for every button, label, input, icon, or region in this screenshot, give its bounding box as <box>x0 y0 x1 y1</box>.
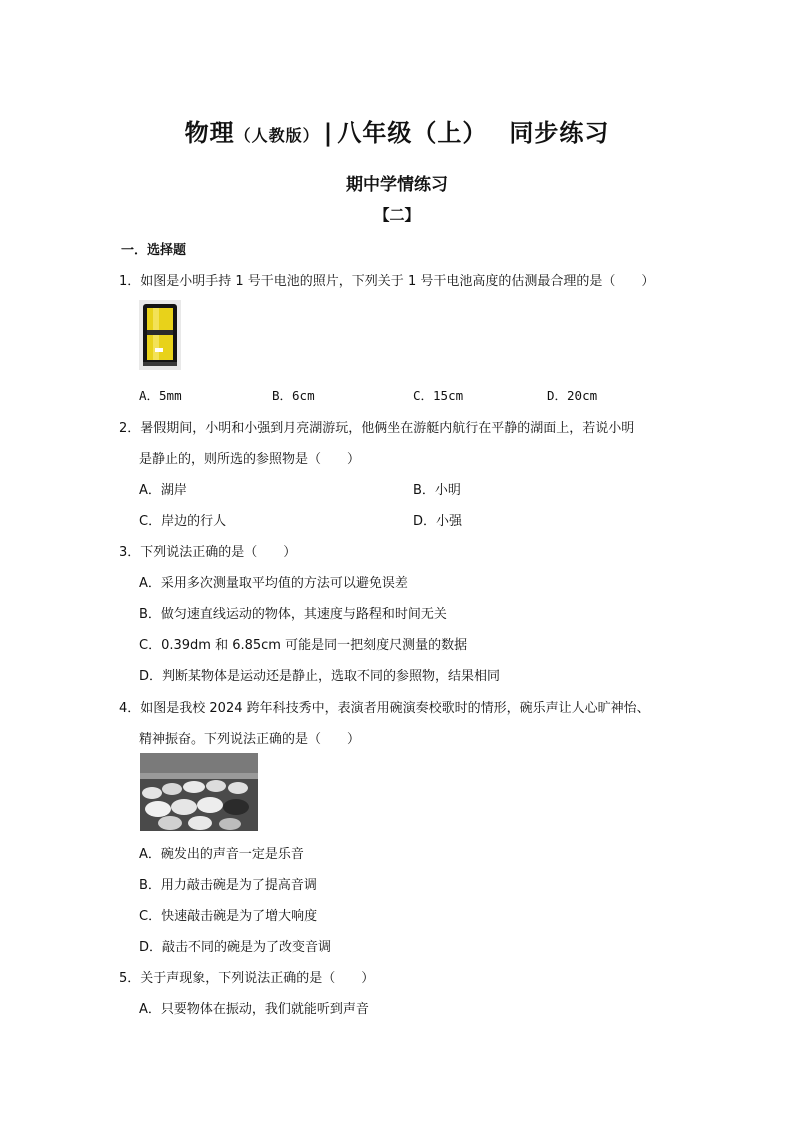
title-separator: | <box>323 119 334 147</box>
q5-option-a: A．只要物体在振动，我们就能听到声音 <box>139 1002 369 1017</box>
q1-option-a: A．5mm <box>139 388 182 403</box>
page-subtitle: 期中学情练习 <box>346 175 448 195</box>
question-4-stem-line2: 精神振奋。下列说法正确的是（ ） <box>139 732 361 747</box>
question-5-stem: 5．关于声现象，下列说法正确的是（ ） <box>119 971 375 986</box>
part-label: 【二】 <box>374 206 420 224</box>
question-1-stem: 1．如图是小明手持 1 号干电池的照片，下列关于 1 号干电池高度的估测最合理的是（ ） <box>119 274 655 289</box>
q4-option-b: B．用力敲击碗是为了提高音调 <box>139 878 317 893</box>
question-2-stem-line1: 2．暑假期间，小明和小强到月亮湖游玩，他俩坐在游艇内航行在平静的湖面上，若说小明 <box>119 421 635 436</box>
q2-option-a: A．湖岸 <box>139 483 187 498</box>
title-subject: 物理 <box>184 119 235 147</box>
section-heading: 一．选择题 <box>121 243 187 258</box>
q1-option-c: C．15cm <box>413 388 464 403</box>
q3-option-c: C．0.39dm 和 6.85cm 可能是同一把刻度尺测量的数据 <box>139 638 468 653</box>
title-sync: 同步练习 <box>509 119 610 147</box>
title-grade: 八年级（上） <box>337 119 488 147</box>
page-title <box>0 113 794 148</box>
q2-option-b: B．小明 <box>413 483 461 498</box>
question-3-stem: 3．下列说法正确的是（ ） <box>119 545 297 560</box>
q4-option-a: A．碗发出的声音一定是乐音 <box>139 847 304 862</box>
q4-option-d: D．敲击不同的碗是为了改变音调 <box>139 940 332 955</box>
q3-option-b: B．做匀速直线运动的物体，其速度与路程和时间无关 <box>139 607 447 622</box>
q1-option-b: B．6cm <box>272 388 315 403</box>
q2-option-c: C．岸边的行人 <box>139 514 227 529</box>
battery-photo <box>139 300 181 370</box>
bowls-performance-photo <box>140 753 258 831</box>
q4-option-c: C．快速敲击碗是为了增大响度 <box>139 909 318 924</box>
q2-option-d: D．小强 <box>413 514 463 529</box>
q1-option-d: D．20cm <box>547 388 598 403</box>
q3-option-d: D．判断某物体是运动还是静止，选取不同的参照物，结果相同 <box>139 669 501 684</box>
question-4-stem-line1: 4．如图是我校 2024 跨年科技秀中，表演者用碗演奏校歌时的情形，碗乐声让人心旷神怡、 <box>119 701 650 716</box>
title-edition: （人教版） <box>234 126 320 145</box>
question-2-stem-line2: 是静止的，则所选的参照物是（ ） <box>139 452 361 467</box>
q3-option-a: A．采用多次测量取平均值的方法可以避免误差 <box>139 576 408 591</box>
